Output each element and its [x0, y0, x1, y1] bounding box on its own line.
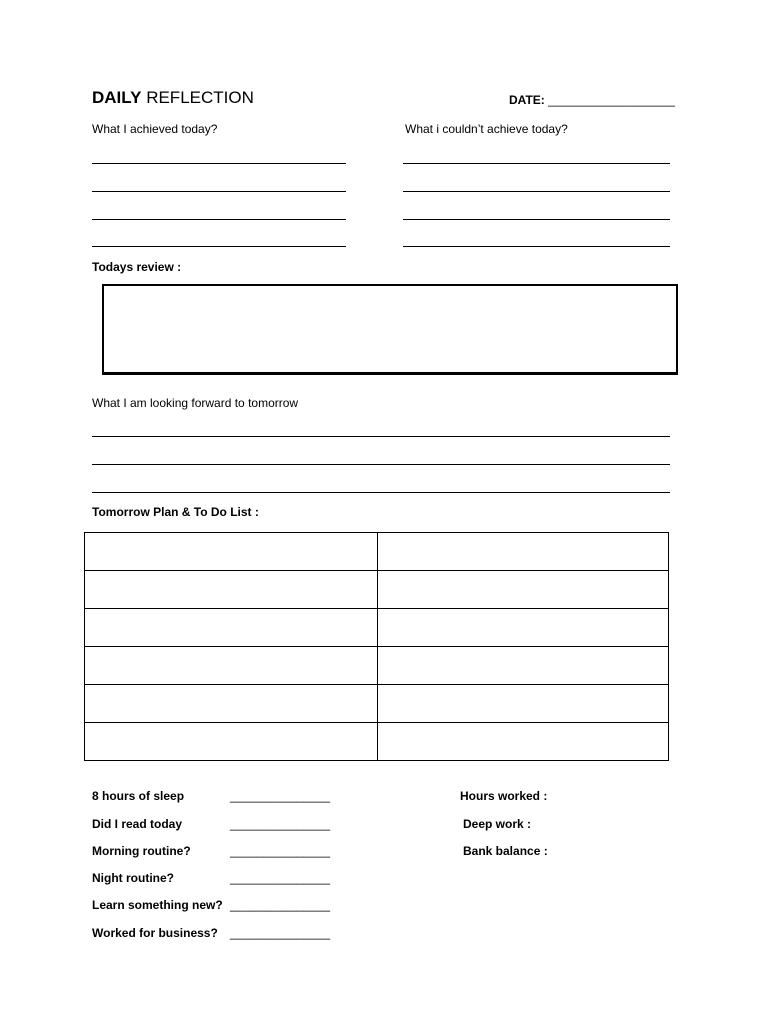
habit-label: Did I read today: [92, 817, 183, 831]
plan-label: Tomorrow Plan & To Do List :: [92, 505, 259, 519]
table-row: [85, 685, 669, 723]
not-achieved-line-1[interactable]: [403, 163, 670, 164]
habit-label: Morning routine?: [92, 844, 191, 858]
habit-label: 8 hours of sleep: [92, 789, 185, 803]
todo-cell[interactable]: [85, 571, 378, 609]
todo-table: [84, 532, 669, 761]
habit-blank[interactable]: _______________: [230, 898, 331, 912]
habit-blank[interactable]: _______________: [230, 817, 331, 831]
achieved-label: What I achieved today?: [92, 122, 218, 136]
habit-blank[interactable]: _______________: [230, 844, 331, 858]
page-title: [92, 88, 254, 108]
not-achieved-line-2[interactable]: [403, 191, 670, 192]
todo-cell[interactable]: [85, 723, 378, 761]
date-field[interactable]: [509, 93, 675, 107]
habit-read: [92, 817, 182, 831]
metric-bank-balance: Bank balance :: [463, 844, 548, 858]
metric-deep-work: Deep work :: [463, 817, 532, 831]
habit-learn: [92, 898, 223, 912]
date-label: DATE:: [509, 93, 545, 107]
todo-cell[interactable]: [378, 609, 669, 647]
review-label: Todays review :: [92, 260, 182, 274]
todo-cell[interactable]: [378, 647, 669, 685]
table-row: [85, 723, 669, 761]
review-box[interactable]: [102, 284, 678, 375]
habit-business: [92, 926, 218, 940]
achieved-line-4[interactable]: [92, 246, 346, 247]
achieved-line-1[interactable]: [92, 163, 346, 164]
forward-line-1[interactable]: [92, 436, 670, 437]
habit-morning-routine: [92, 844, 191, 858]
habit-label: Learn something new?: [92, 898, 223, 912]
todo-cell[interactable]: [85, 647, 378, 685]
habit-sleep: [92, 789, 184, 803]
table-row: [85, 647, 669, 685]
achieved-line-3[interactable]: [92, 219, 346, 220]
todo-cell[interactable]: [85, 533, 378, 571]
forward-label: What I am looking forward to tomorrow: [92, 396, 299, 410]
forward-line-3[interactable]: [92, 492, 670, 493]
todo-cell[interactable]: [378, 571, 669, 609]
title-rest: REFLECTION: [146, 88, 254, 107]
achieved-line-2[interactable]: [92, 191, 346, 192]
todo-cell[interactable]: [378, 685, 669, 723]
title-bold: DAILY: [92, 88, 142, 107]
todo-cell[interactable]: [85, 685, 378, 723]
todo-cell[interactable]: [378, 723, 669, 761]
todo-cell[interactable]: [85, 609, 378, 647]
not-achieved-label: What i couldn’t achieve today?: [405, 122, 568, 136]
metric-hours-worked: Hours worked :: [460, 789, 548, 803]
date-blank[interactable]: ___________________: [548, 93, 675, 107]
habit-label: Worked for business?: [92, 926, 218, 940]
habit-night-routine: [92, 871, 174, 885]
habit-blank[interactable]: _______________: [230, 926, 331, 940]
table-row: [85, 571, 669, 609]
forward-line-2[interactable]: [92, 464, 670, 465]
table-row: [85, 609, 669, 647]
not-achieved-line-3[interactable]: [403, 219, 670, 220]
habit-blank[interactable]: _______________: [230, 789, 331, 803]
not-achieved-line-4[interactable]: [403, 246, 670, 247]
todo-cell[interactable]: [378, 533, 669, 571]
habit-label: Night routine?: [92, 871, 174, 885]
table-row: [85, 533, 669, 571]
habit-blank[interactable]: _______________: [230, 871, 331, 885]
